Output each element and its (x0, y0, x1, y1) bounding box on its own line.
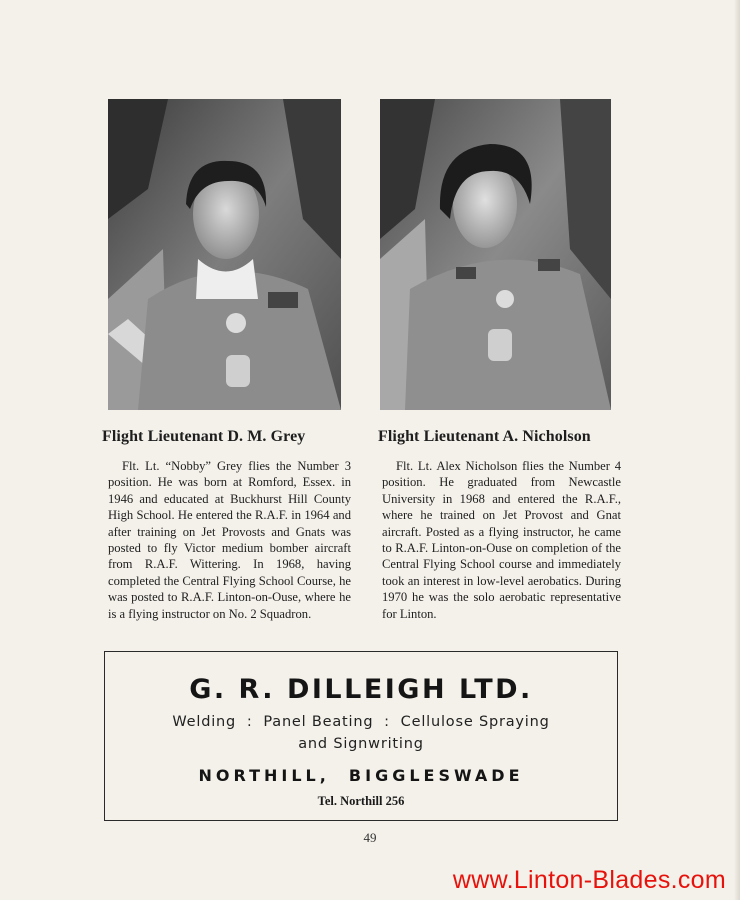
bio-text-nicholson: Flt. Lt. Alex Nicholson flies the Number 4 position. He graduated from Newcastle University in 1968 and entered the R.A.F., where he trained on Jet Provost and Gnat aircraft. Posted as a flying instructor, he came to R.A.F. Linton-on-Ouse on completion of the Central Flying School course and immediately took an interest in low-level aerobatics. During 1970 he was the solo aerobatic representative for Linton. (382, 459, 621, 621)
portrait-photo-nicholson (380, 99, 611, 410)
bio-text-grey: Flt. Lt. “Nobby” Grey flies the Number 3 position. He was born at Romford, Essex. in 1946 and educated at Buckhurst Hill County High School. He entered the R.A.F. in 1964 and after training on Jet Provosts and Gnats was posted to fly Victor medium bomber aircraft from R.A.F. Wittering. In 1968, having completed the Central Flying School Course, he was posted to R.A.F. Linton-on-Ouse, where he is a flying instructor on No. 2 Squadron. (108, 459, 351, 621)
bio-heading-nicholson: Flight Lieutenant A. Nicholson (378, 428, 591, 445)
bio-nicholson (378, 428, 628, 622)
ad-company-name: G. R. DILLEIGH LTD. (189, 674, 533, 705)
ad-services-line-2: and Signwriting (298, 736, 424, 752)
ad-telephone: Tel. Northill 256 (317, 794, 405, 808)
portrait-photo-grey (108, 99, 341, 410)
bio-heading-grey: Flight Lieutenant D. M. Grey (102, 428, 306, 445)
watermark-url: www.Linton-Blades.com (452, 866, 726, 894)
bio-grey (102, 428, 352, 622)
ad-address: NORTHILL, BIGGLESWADE (198, 766, 524, 785)
page-number: 49 (363, 830, 377, 845)
ad-services-line-1: Welding : Panel Beating : Cellulose Spraying (172, 714, 550, 730)
page-edge (734, 0, 740, 900)
advertisement-box (104, 651, 618, 821)
